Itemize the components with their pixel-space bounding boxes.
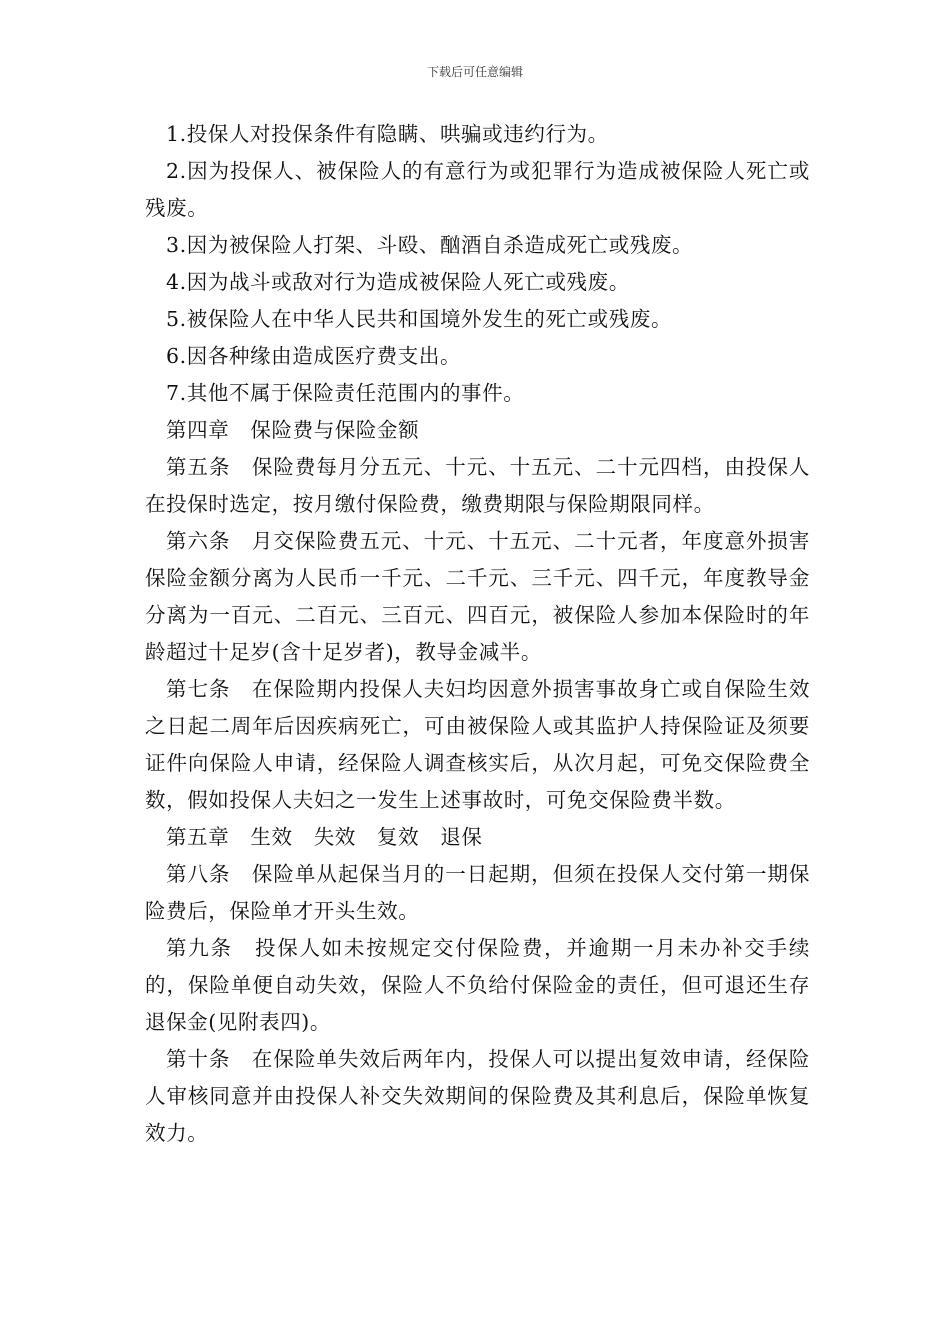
exclusion-item-7: 7.其他不属于保险责任范围内的事件。 xyxy=(166,381,525,405)
exclusion-item-5: 5.被保险人在中华人民共和国境外发生的死亡或残废。 xyxy=(166,307,673,331)
document-body xyxy=(145,116,810,1152)
exclusion-item-2: 2.因为投保人、被保险人的有意行为或犯罪行为造成被保险人死亡或残废。 xyxy=(145,159,810,220)
exclusion-item-6: 6.因各种缘由造成医疗费支出。 xyxy=(166,344,462,368)
chapter-heading-4: 第四章 保险费与保险金额 xyxy=(166,418,420,442)
chapter-heading-5: 第五章 生效 失效 复效 退保 xyxy=(166,825,483,849)
article-5: 第五条 保险费每月分五元、十元、十五元、二十元四档，由投保人在投保时选定，按月缴付保险费，缴费期限与保险期限同样。 xyxy=(145,455,810,516)
page-header-note: 下载后可任意编辑 xyxy=(426,65,523,79)
article-6: 第六条 月交保险费五元、十元、十五元、二十元者，年度意外损害保险金额分离为人民币一千元、二千元、三千元、四千元，年度教导金分离为一百元、二百元、三百元、四百元，被保险人参加本保险时的年龄超过十足岁(含十足岁者)，教导金减半。 xyxy=(145,529,810,664)
article-9: 第九条 投保人如未按规定交付保险费，并逾期一月未办补交手续的，保险单便自动失效，保险人不负给付保险金的责任，但可退还生存退保金(见附表四)。 xyxy=(145,936,810,1034)
exclusion-item-3: 3.因为被保险人打架、斗殴、酗酒自杀造成死亡或残废。 xyxy=(166,233,694,257)
article-7: 第七条 在保险期内投保人夫妇均因意外损害事故身亡或自保险生效之日起二周年后因疾病死亡，可由被保险人或其监护人持保险证及须要证件向保险人申请，经保险人调查核实后，从次月起，可免交保险费全数，假如投保人夫妇之一发生上述事故时，可免交保险费半数。 xyxy=(145,677,810,812)
exclusion-item-1: 1.投保人对投保条件有隐瞒、哄骗或违约行为。 xyxy=(166,122,609,146)
article-10: 第十条 在保险单失效后两年内，投保人可以提出复效申请，经保险人审核同意并由投保人补交失效期间的保险费及其利息后，保险单恢复效力。 xyxy=(145,1047,810,1145)
exclusion-item-4: 4.因为战斗或敌对行为造成被保险人死亡或残废。 xyxy=(166,270,630,294)
article-8: 第八条 保险单从起保当月的一日起期，但须在投保人交付第一期保险费后，保险单才开头生效。 xyxy=(145,862,810,923)
